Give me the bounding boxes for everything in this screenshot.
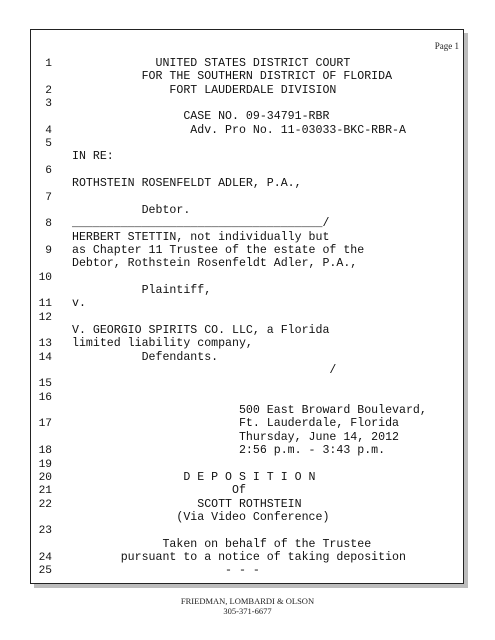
line-text: (Via Video Conference) <box>72 510 330 524</box>
line-number: 20 <box>38 471 52 484</box>
line-number: 2 <box>45 84 52 97</box>
line-text: SCOTT ROTHSTEIN <box>72 497 302 511</box>
line-number: 19 <box>38 458 52 471</box>
line-number: 13 <box>38 338 52 351</box>
page-number: Page 1 <box>434 41 459 51</box>
footer-phone: 305-371-6677 <box>223 606 272 616</box>
line-number: 12 <box>38 311 52 324</box>
line-number: 23 <box>38 525 52 538</box>
line-number: 14 <box>38 351 52 364</box>
line-text: as Chapter 11 Trustee of the estate of the <box>72 243 365 257</box>
line-number: 25 <box>38 565 52 578</box>
line-text: ____________________________________/ <box>72 217 330 231</box>
line-text: FOR THE SOUTHERN DISTRICT OF FLORIDA <box>72 70 393 84</box>
line-number: 8 <box>45 218 52 231</box>
line-text: 500 East Broward Boulevard, <box>72 404 427 418</box>
line-text: Taken on behalf of the Trustee <box>72 537 372 551</box>
line-text: Thursday, June 14, 2012 <box>72 430 399 444</box>
line-text: D E P O S I T I O N <box>72 470 316 484</box>
line-text: CASE NO. 09-34791-RBR <box>72 110 330 124</box>
line-text: IN RE: <box>72 150 114 164</box>
line-text: Ft. Lauderdale, Florida <box>72 417 399 431</box>
line-number: 5 <box>45 138 52 151</box>
line-number: 17 <box>38 418 52 431</box>
line-number: 18 <box>38 445 52 458</box>
line-number: 21 <box>38 485 52 498</box>
line-text: Adv. Pro No. 11-03033-BKC-RBR-A <box>72 123 406 137</box>
line-text: FORT LAUDERDALE DIVISION <box>72 83 337 97</box>
line-number: 11 <box>38 298 52 311</box>
line-text: Of <box>72 484 246 498</box>
line-number: 4 <box>45 124 52 137</box>
line-text: V. GEORGIO SPIRITS CO. LLC, a Florida <box>72 324 330 337</box>
line-number: 6 <box>45 164 52 177</box>
line-text: limited liability company, <box>72 337 253 351</box>
line-number: 7 <box>45 191 52 204</box>
footer-firm-name: FRIEDMAN, LOMBARDI & OLSON <box>180 596 315 606</box>
line-number: 22 <box>38 498 52 511</box>
line-number: 3 <box>45 98 52 111</box>
line-text: Debtor. <box>72 203 191 217</box>
line-text: HERBERT STETTIN, not individually but <box>72 230 330 244</box>
line-text: Plaintiff, <box>72 283 212 297</box>
line-number: 15 <box>38 378 52 391</box>
line-number: 9 <box>45 244 52 257</box>
line-text: / <box>72 364 337 378</box>
line-text: 2:56 p.m. - 3:43 p.m. <box>72 444 386 458</box>
line-number: 1 <box>45 58 52 70</box>
line-text: Defendants. <box>72 350 219 364</box>
line-text: UNITED STATES DISTRICT COURT <box>72 57 351 70</box>
line-text: - - - <box>72 564 260 578</box>
line-number: 24 <box>38 551 52 564</box>
line-text: Debtor, Rothstein Rosenfeldt Adler, P.A., <box>72 257 358 271</box>
line-text: ROTHSTEIN ROSENFELDT ADLER, P.A., <box>72 177 302 191</box>
line-text: v. <box>72 297 86 311</box>
line-text: pursuant to a notice of taking deposition <box>72 550 406 564</box>
line-number: 16 <box>38 391 52 404</box>
line-number: 10 <box>38 271 52 284</box>
